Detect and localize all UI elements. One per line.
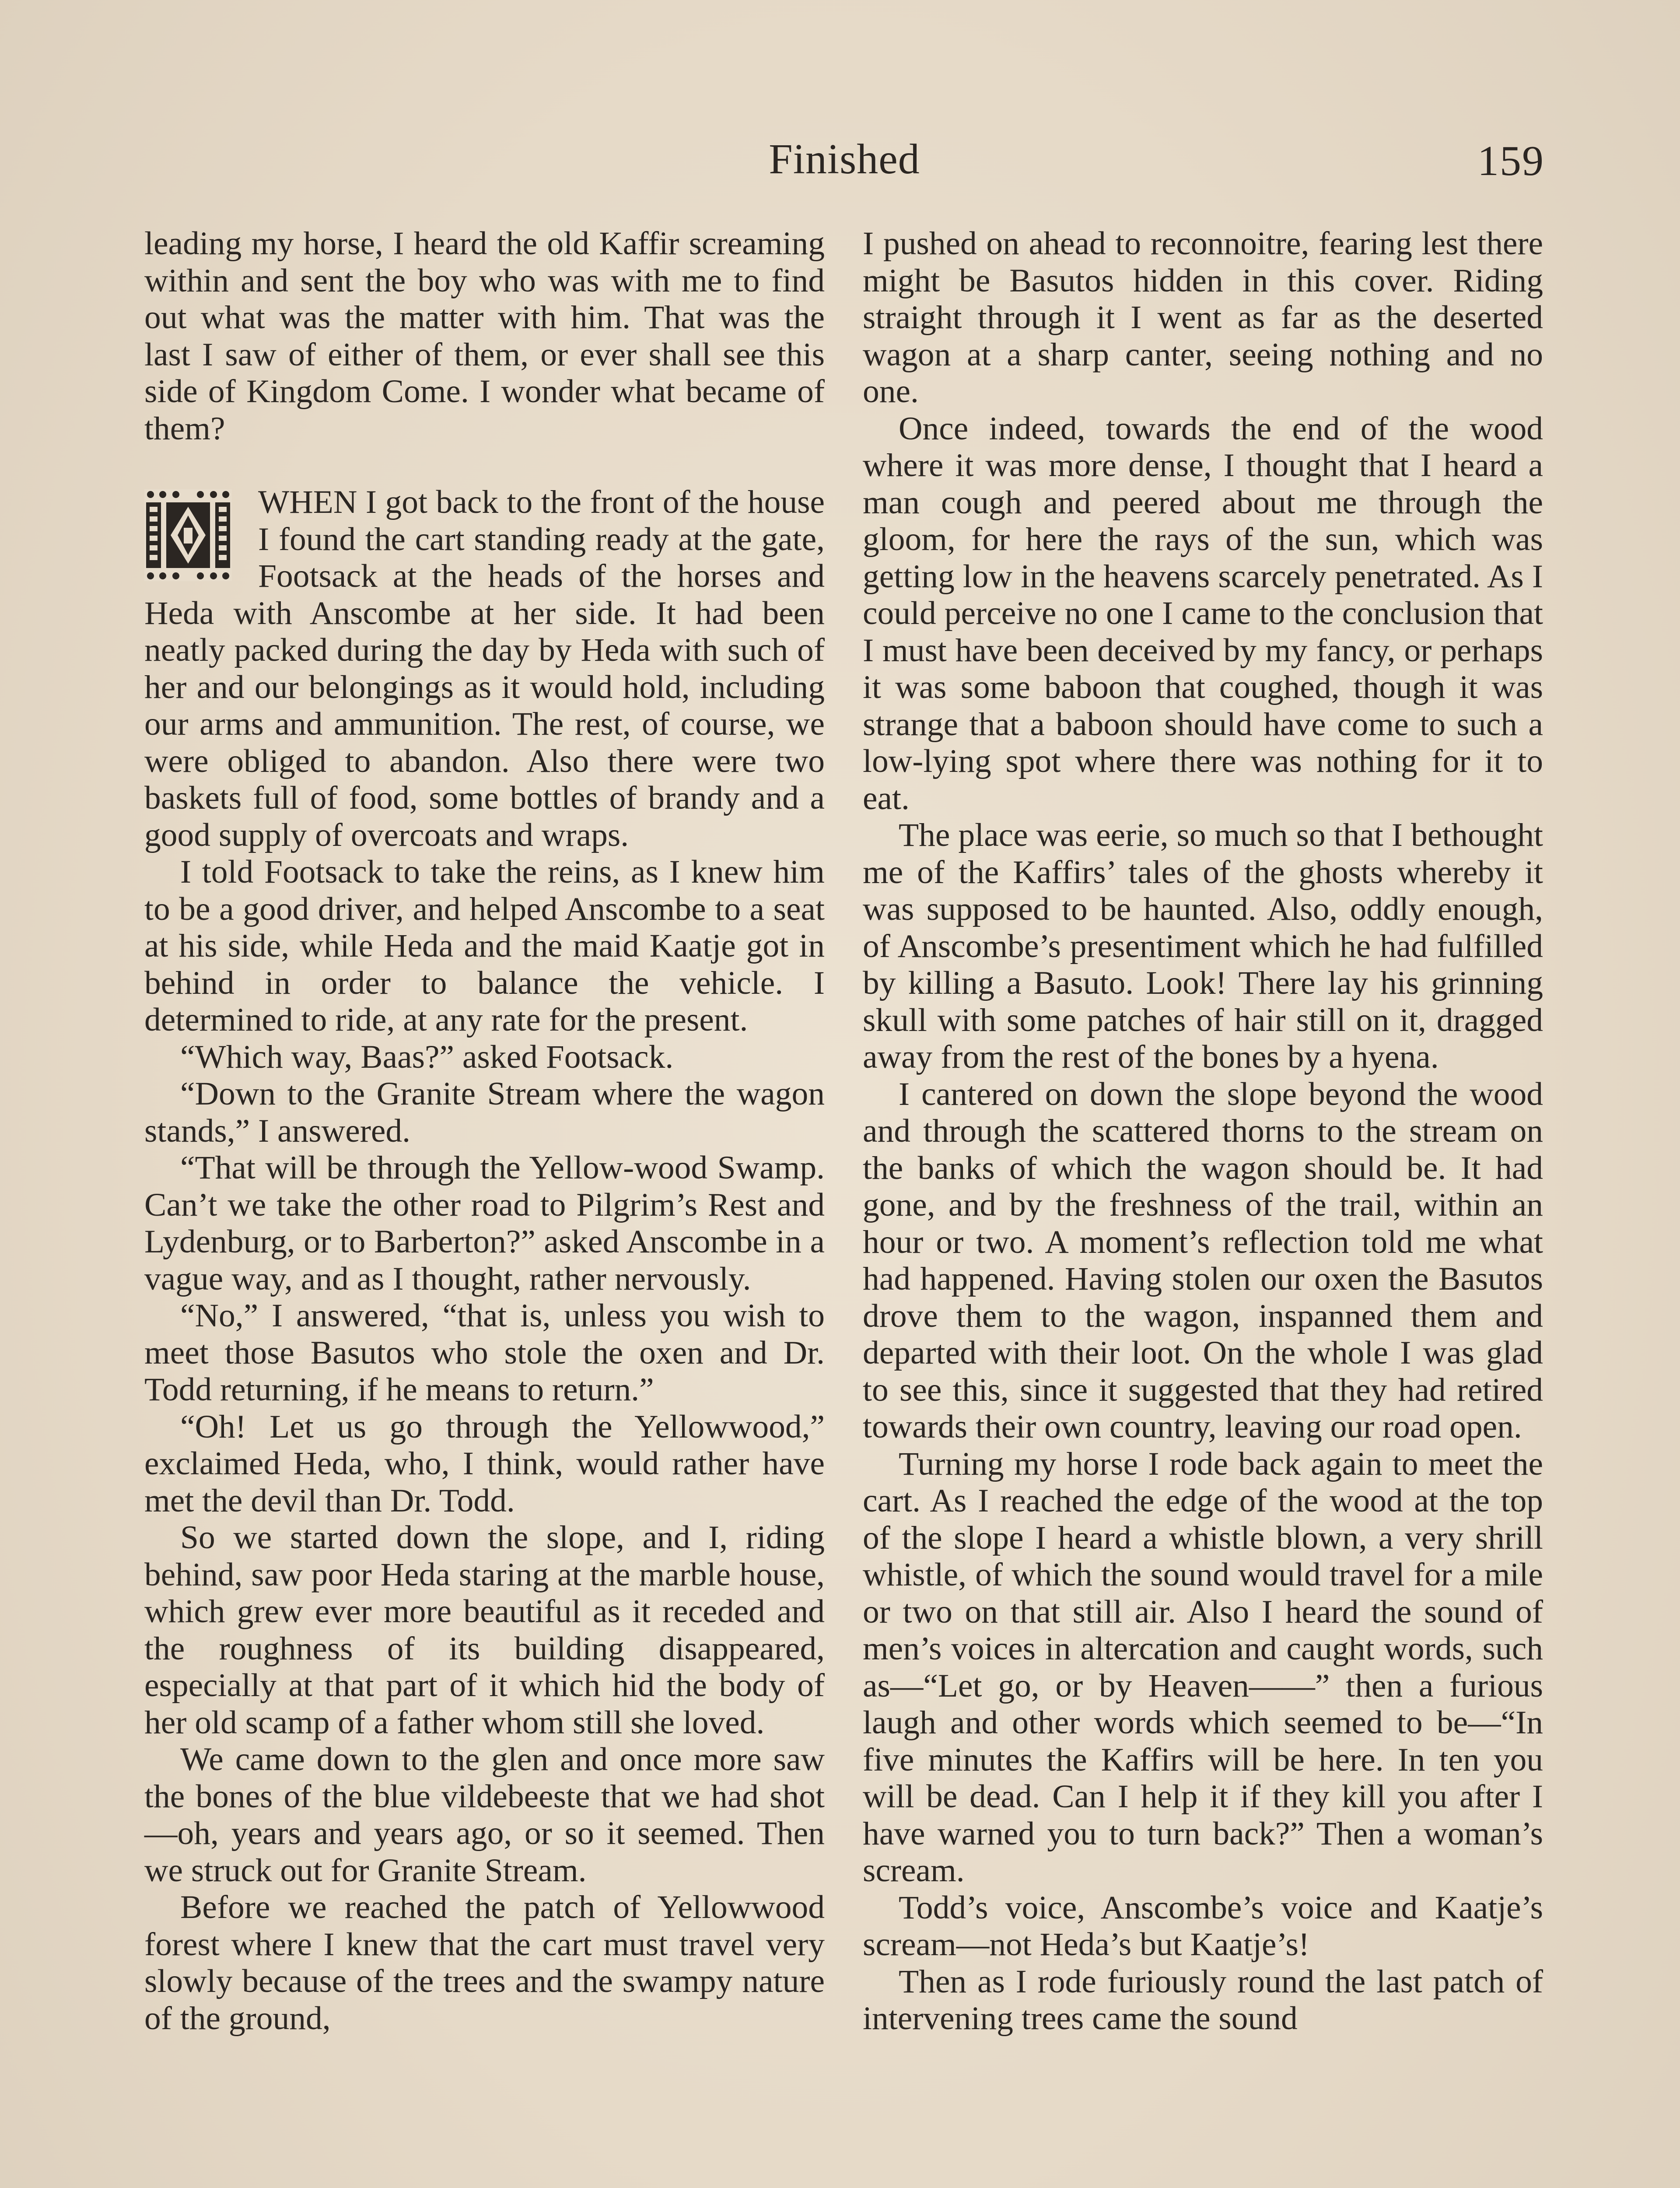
paragraph: Once indeed, towards the end of the wood where it was more dense, I thought that I heard a man cough and peered about me through the gloom, for here the rays of the sun, which was getting low in the heavens scarcely penetrated. As I could perceive no one I came to the conclusion that I must have been deceived by my fancy, or perhaps it was some baboon that coughed, though it was strange that a baboon should have come to such a low-lying spot where there was nothing for it to eat. — [863, 410, 1543, 817]
paragraph: We came down to the glen and once more saw the bones of the blue vildebeeste that we had shot—oh, years and years ago, or so it seemed. Then we struck out for Granite Stream. — [144, 1741, 825, 1889]
paragraph: leading my horse, I heard the old Kaffir screaming within and sent the boy who was with me to find out what was the matter with him. That was the last I saw of either of them, or ever shall see this side of Kingdom Come. I wonder what became of them? — [144, 225, 825, 447]
page-number: 159 — [1477, 137, 1544, 185]
page-header — [144, 127, 1544, 188]
paragraph: Todd’s voice, Anscombe’s voice and Kaatje’s scream—not Heda’s but Kaatje’s! — [863, 1889, 1543, 1963]
paragraph-text: WHEN I got back to the front of the house I found the cart standing ready at the gate, Footsack at the heads of the horses and Heda with Anscombe at her side. It had been neatly packed during the day by Heda with such of her and our belongings as it would hold, including our arms and ammunition. The rest, of course, we were obliged to abandon. Also there were two baskets full of food, some bottles of brandy and a good supply of overcoats and wraps. — [144, 484, 825, 853]
paragraph: I pushed on ahead to reconnoitre, fearing lest there might be Basutos hidden in this cover. Riding straight through it I went as far as the deserted wagon at a sharp canter, seeing nothing and no one. — [863, 225, 1543, 410]
paragraph-with-dropcap — [144, 484, 825, 854]
paragraph: Then as I rode furiously round the last patch of intervening trees came the sound — [863, 1963, 1543, 2037]
running-title: Finished — [769, 136, 920, 183]
paragraph: Turning my horse I rode back again to meet the cart. As I reached the edge of the wood at the top of the slope I heard a whistle blown, a very shrill whistle, of which the sound would travel for a mile or two on that still air. Also I heard the sound of men’s voices in altercation and caught words, such as—“Let go, or by Heaven——” then a furious laugh and other words which seemed to be—“In five minutes the Kaffirs will be here. In ten you will be dead. Can I help it if they kill you after I have warned you to turn back?” Then a woman’s scream. — [863, 1445, 1543, 1889]
ornamental-initial-icon — [144, 489, 232, 581]
paragraph: I told Footsack to take the reins, as I knew him to be a good driver, and helped Anscombe to a seat at his side, while Heda and the maid Kaatje got in behind in order to balance the vehicle. I determined to ride, at any rate for the present. — [144, 854, 825, 1038]
paragraph: The place was eerie, so much so that I bethought me of the Kaffirs’ tales of the ghosts whereby it was supposed to be haunted. Also, oddly enough, of Anscombe’s presentiment which he had fulfilled by killing a Basuto. Look! There lay his grinning skull with some patches of hair still on it, dragged away from the rest of the bones by a hyena. — [863, 817, 1543, 1075]
paragraph: So we started down the slope, and I, riding behind, saw poor Heda staring at the marble house, which grew ever more beautiful as it receded and the roughness of its building disappeared, especially at that part of it which hid the body of her old scamp of a father whom still she loved. — [144, 1519, 825, 1741]
paragraph: “No,” I answered, “that is, unless you wish to meet those Basutos who stole the oxen and Dr. Todd returning, if he means to return.” — [144, 1297, 825, 1408]
left-column — [144, 225, 825, 2037]
paragraph: Before we reached the patch of Yellowwood forest where I knew that the cart must travel very slowly because of the trees and the swampy nature of the ground, — [144, 1889, 825, 2037]
paragraph: “That will be through the Yellow-wood Swamp. Can’t we take the other road to Pilgrim’s Rest and Lydenburg, or to Barberton?” asked Anscombe in a vague way, and as I thought, rather nervously. — [144, 1150, 825, 1297]
paragraph: “Down to the Granite Stream where the wagon stands,” I answered. — [144, 1076, 825, 1149]
right-column — [863, 225, 1543, 2037]
paragraph: “Oh! Let us go through the Yellowwood,” exclaimed Heda, who, I think, would rather have met the devil than Dr. Todd. — [144, 1408, 825, 1519]
paragraph: “Which way, Baas?” asked Footsack. — [180, 1038, 674, 1075]
paragraph: I cantered on down the slope beyond the wood and through the scattered thorns to the stream on the banks of which the wagon should be. It had gone, and by the freshness of the trail, within an hour or two. A moment’s reflection told me what had happened. Having stolen our oxen the Basutos drove them to the wagon, inspanned them and departed with their loot. On the whole I was glad to see this, since it suggested that they had retired towards their own country, leaving our road open. — [863, 1076, 1543, 1445]
